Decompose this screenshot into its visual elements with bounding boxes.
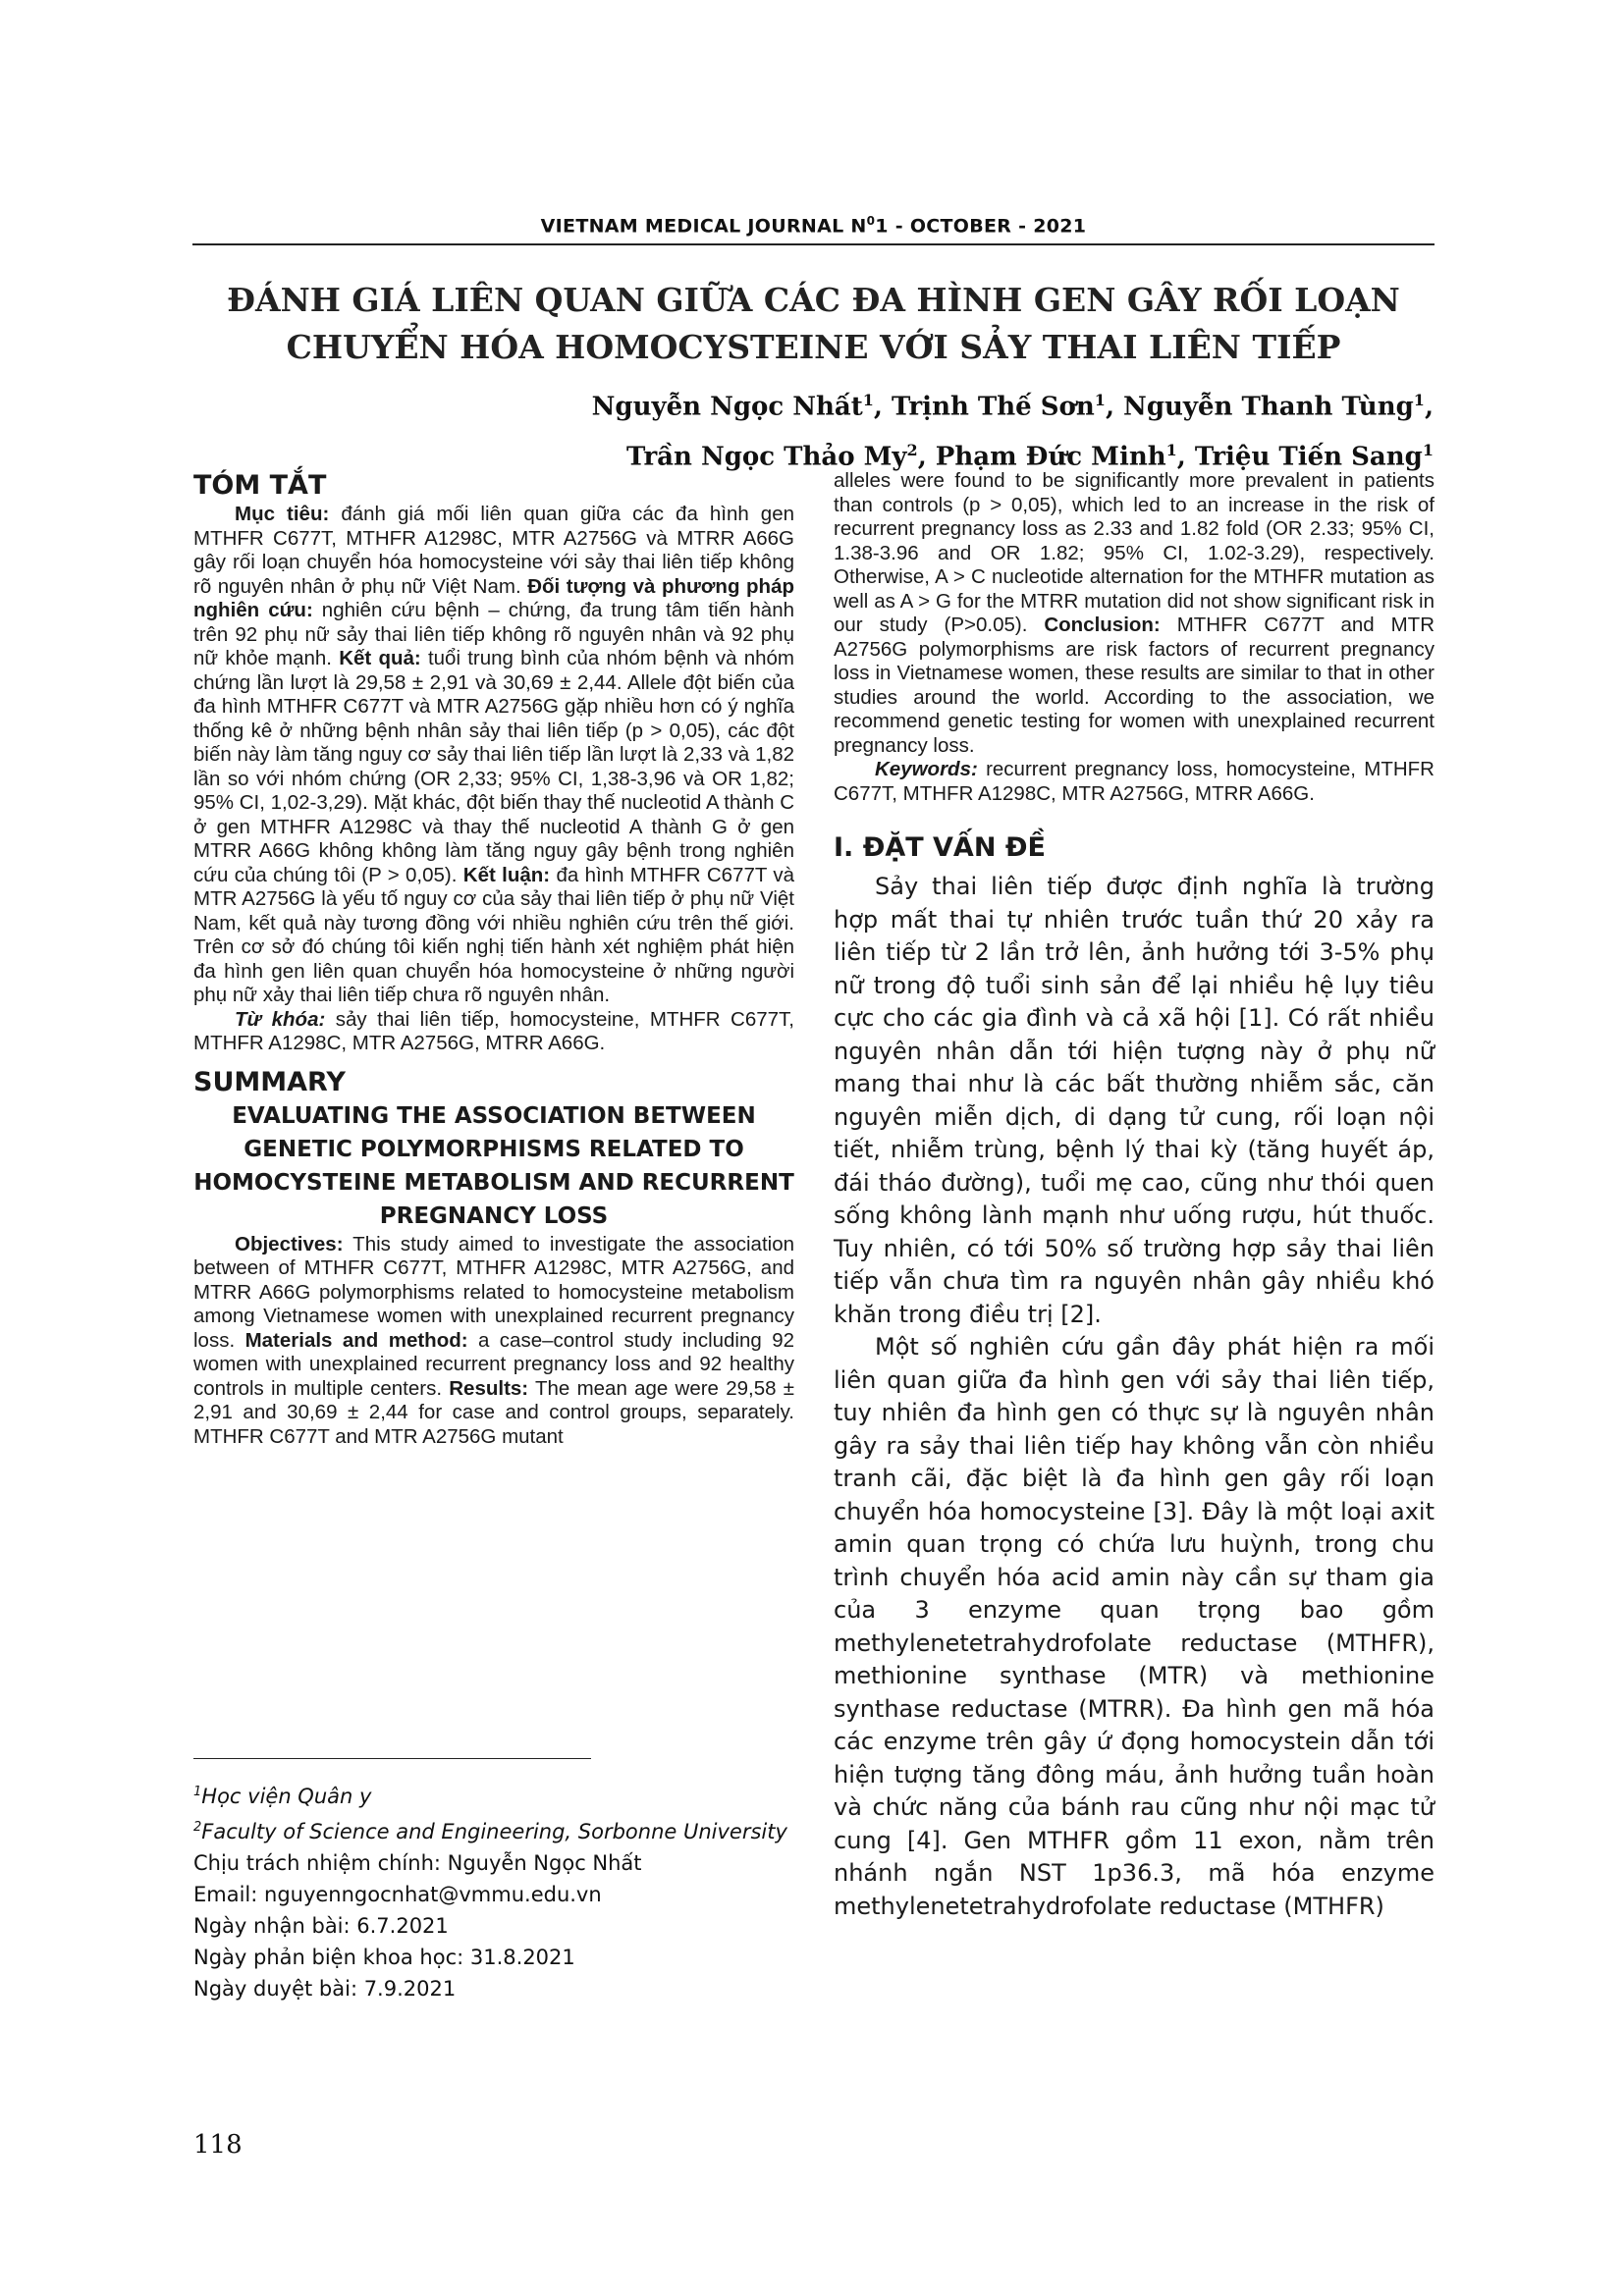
keywords-text: recurrent pregnancy loss, homocysteine, MTHFR C677T, MTHFR A1298C, MTR A2756G, MTRR A66G. bbox=[834, 758, 1435, 805]
tu-khoa-text: sảy thai liên tiếp, homocysteine, MTHFR C677T, MTHFR A1298C, MTR A2756G, MTRR A66G. bbox=[193, 1007, 794, 1054]
summary-english-title: EVALUATING THE ASSOCIATION BETWEEN GENETIC POLYMORPHISMS RELATED TO HOMOCYSTEINE METABOLISM AND RECURRENT PREGNANCY LOSS bbox=[193, 1102, 794, 1229]
journal-issue-sup: 0 bbox=[866, 214, 876, 228]
conclusion-label: Conclusion: bbox=[1044, 614, 1161, 636]
footnotes bbox=[193, 1777, 802, 2004]
intro-paragraph-2: Một số nghiên cứu gần đây phát hiện ra mối liên quan giữa đa hình gen với sảy thai liên tiếp, tuy nhiên đa hình gen có thực sự là nguyên nhân gây ra sảy thai liên tiếp hay không vẫn còn nhiều tranh cãi, đặc biệt là đa hình gen gây rối loạn chuyển hóa homocysteine [3]. Đây là một loại axit amin quan trọng có chứa lưu huỳnh, trong chu trình chuyển hóa acid amin này cần sự tham gia của 3 enzyme quan trọng bao gồm methylenetetrahydrofolate reductase (MTHFR), methionine synthase (MTR) và methionine synthase reductase (MTRR). Đa hình gen mã hóa các enzyme trên gây ứ đọng homocystein dẫn tới hiện tượng tăng đông máu, ảnh hưởng tuần hoàn và chức năng của bánh rau cũng như nội mạc tử cung [4]. Gen MTHFR gồm 11 exon, nằm trên nhánh ngắn NST 1p36.3, mã hóa enzyme methylenetetrahydrofolate reductase (MTHFR) bbox=[834, 1333, 1435, 1920]
journal-running-header bbox=[192, 214, 1435, 245]
author-name: Nguyễn Thanh Tùng bbox=[1123, 392, 1414, 422]
author-affiliation: 1 bbox=[1413, 391, 1425, 409]
article-title bbox=[192, 277, 1435, 371]
keywords-label: Keywords: bbox=[875, 758, 978, 780]
author-separator: , bbox=[917, 442, 936, 472]
affiliation-2 bbox=[193, 1812, 802, 1847]
affiliation-1 bbox=[193, 1777, 802, 1812]
materials-label: Materials and method: bbox=[244, 1328, 468, 1352]
author-name: Trần Ngọc Thảo My bbox=[626, 442, 907, 472]
journal-issue-date: 1 - OCTOBER - 2021 bbox=[875, 215, 1087, 238]
author-separator: , bbox=[1424, 392, 1434, 422]
author-name: Phạm Đức Minh bbox=[935, 442, 1166, 472]
conclusion-text: MTHFR C677T and MTR A2756G polymorphisms are risk factors of recurrent pregnancy loss in Vietnamese women, these results are similar to that in other studies around the world. According to the association, we recommend genetic testing for women with unexplained recurrent pregnancy loss. bbox=[834, 614, 1435, 757]
summary-abstract-part2 bbox=[834, 469, 1435, 758]
author-name: Nguyễn Ngọc Nhất bbox=[591, 392, 863, 422]
author-affiliation: 1 bbox=[862, 391, 874, 409]
section-heading-intro: I. ĐẶT VẤN ĐỀ bbox=[834, 832, 1046, 863]
author-separator: , bbox=[1176, 442, 1195, 472]
affiliation-2-number: 2 bbox=[193, 1820, 202, 1835]
ket-luan-text: đa hình MTHFR C677T và MTR A2756G là yếu tố nguy cơ của sảy thai liên tiếp ở phụ nữ Việt Nam, kết quả này tương đồng với nhiều nghiên cứu trên thế giới. Trên cơ sở đó chúng tôi kiến nghị tiến hành xét nghiệm phát hiện đa hình gen liên quan chuyển hóa homocysteine ở những người phụ nữ xảy thai liên tiếp chưa rõ nguyên nhân. bbox=[193, 863, 794, 1006]
title-line-1: ĐÁNH GIÁ LIÊN QUAN GIỮA CÁC ĐA HÌNH GEN GÂY RỐI LOẠN bbox=[227, 281, 1400, 319]
results-text-right: alleles were found to be significantly more prevalent in patients than controls (p > 0,05), which led to an increase in the risk of recurrent pregnancy loss as 2.33 and 1.82 fold (OR 2.33; 95% CI, 1.38-3.96 and OR 1.82; 95% CI, 1.02-3.29), respectively. Otherwise, A > C nucleotide alternation for the MTHFR mutation as well as A > G for the MTRR mutation did not show significant risk in our study (P>0.05). bbox=[834, 469, 1435, 636]
page-number: 118 bbox=[193, 2130, 243, 2160]
tom-tat-abstract bbox=[193, 503, 794, 1008]
affiliation-1-text: Học viện Quân y bbox=[201, 1785, 372, 1808]
intro-paragraph-1: Sảy thai liên tiếp được định nghĩa là trường hợp mất thai tự nhiên trước tuần thứ 20 xảy ra liên tiếp từ 2 lần trở lên, ảnh hưởng tới 3-5% phụ nữ trong độ tuổi sinh sản để lại nhiều hệ lụy tiêu cực cho các gia đình và cả xã hội [1]. Có rất nhiều nguyên nhân dẫn tới hiện tượng này ở phụ nữ mang thai như là các bất thường nhiễm sắc, căn nguyên miễn dịch, di dạng tử cung, rối loạn nội tiết, nhiễm trùng, bệnh lý thai kỳ (tăng huyết áp, đái tháo đường), tuổi mẹ cao, cũng như thói quen sống không lành mạnh như uống rượu, hút thuốc. Tuy nhiên, có tới 50% số trường hợp sảy thai liên tiếp vẫn chưa tìm ra nguyên nhân gây nhiều khó khăn trong điều trị [2]. bbox=[834, 873, 1435, 1328]
muc-tieu-label: Mục tiêu: bbox=[235, 503, 330, 525]
author-affiliation: 1 bbox=[1165, 440, 1177, 459]
ket-luan-label: Kết luận: bbox=[462, 863, 551, 886]
footnote-divider bbox=[193, 1758, 591, 1759]
results-text-left: The mean age were 29,58 ± 2,91 and 30,69 ± 2,44 for case and control groups, separately. MTHFR C677T and MTR A2756G mutant bbox=[193, 1376, 794, 1448]
right-column bbox=[834, 469, 1435, 1923]
summary-abstract-part1 bbox=[193, 1233, 794, 1450]
ket-qua-text: tuổi trung bình của nhóm bệnh và nhóm chứng lần lượt là 29,58 ± 2,91 và 30,69 ± 2,44. Allele đột biến của đa hình MTHFR C677T và MTR A2756G gặp nhiều hơn có ý nghĩa thống kê ở những bệnh nhân sảy thai liên tiếp (p > 0,05), các đột biến này làm tăng nguy cơ sảy thai liên tiếp lần lượt là 2,33 và 1,82 lần so với nhóm chứng (OR 2,33; 95% CI, 1,38-3,96 và OR 1,82; 95% CI, 1,02-3,29). Mặt khác, đột biến thay thế nucleotid A thành C ở gen MTHFR A1298C và thay thế nucleotid A thành G ở gen MTRR A66G không không làm tăng nguy gây bệnh trong nghiên cứu của chúng tôi (P > 0,05). bbox=[193, 647, 795, 886]
author-affiliation: 1 bbox=[1094, 391, 1106, 409]
author-separator: , bbox=[873, 392, 893, 422]
responsible-author: Chịu trách nhiệm chính: Nguyễn Ngọc Nhất bbox=[193, 1851, 642, 1875]
objectives-label: Objectives: bbox=[235, 1232, 344, 1255]
title-line-2: CHUYỂN HÓA HOMOCYSTEINE VỚI SẢY THAI LIÊN TIẾP bbox=[286, 328, 1341, 366]
contact-email: Email: nguyenngocnhat@vmmu.edu.vn bbox=[193, 1883, 602, 1906]
doi-tuong-text: nghiên cứu bệnh – chứng, đa trung tâm tiến hành trên 92 phụ nữ sảy thai liên tiếp không rõ nguyên nhân và 92 phụ nữ khỏe mạnh. bbox=[193, 599, 794, 669]
materials-text: a case–control study including 92 women with unexplained recurrent pregnancy loss and 92 healthy controls in multiple centers. bbox=[193, 1328, 794, 1400]
tom-tat-heading: TÓM TẮT bbox=[193, 470, 327, 501]
results-label: Results: bbox=[449, 1376, 529, 1400]
author-name: Trịnh Thế Sơn bbox=[892, 392, 1095, 422]
tu-khoa-keywords bbox=[193, 1008, 794, 1056]
doi-tuong-label: Đối tượng và phương pháp nghiên cứu: bbox=[193, 574, 794, 621]
muc-tieu-text: đánh giá mối liên quan giữa các đa hình gen MTHFR C677T, MTHFR A1298C, MTR A2756G và MTRR A66G gây rối loạn chuyển hóa homocysteine với sảy thai liên tiếp không rõ nguyên nhân ở phụ nữ Việt Nam. bbox=[193, 503, 795, 598]
author-list bbox=[550, 379, 1434, 478]
author-affiliation: 1 bbox=[1422, 440, 1434, 459]
summary-keywords bbox=[834, 758, 1435, 806]
journal-name: VIETNAM MEDICAL JOURNAL N bbox=[540, 215, 867, 238]
tu-khoa-label: Từ khóa: bbox=[235, 1007, 326, 1031]
author-name: Triệu Tiến Sang bbox=[1194, 442, 1423, 472]
date-accepted: Ngày duyệt bài: 7.9.2021 bbox=[193, 1977, 457, 2001]
author-separator: , bbox=[1105, 392, 1124, 422]
date-received: Ngày nhận bài: 6.7.2021 bbox=[193, 1914, 449, 1938]
ket-qua-label: Kết quả: bbox=[339, 647, 421, 669]
affiliation-1-number: 1 bbox=[193, 1785, 202, 1799]
objectives-text: This study aimed to investigate the association between of MTHFR C677T, MTHFR A1298C, MTR A2756G, and MTRR A66G polymorphisms related to homocysteine metabolism among Vietnamese women with unexplained recurrent pregnancy loss. bbox=[193, 1232, 794, 1352]
summary-heading: SUMMARY bbox=[193, 1066, 346, 1097]
author-line-1 bbox=[550, 379, 1434, 429]
date-reviewed: Ngày phản biện khoa học: 31.8.2021 bbox=[193, 1946, 575, 1969]
left-column bbox=[193, 469, 794, 1449]
affiliation-2-text: Faculty of Science and Engineering, Sorbonne University bbox=[201, 1820, 787, 1843]
author-affiliation: 2 bbox=[906, 440, 918, 459]
